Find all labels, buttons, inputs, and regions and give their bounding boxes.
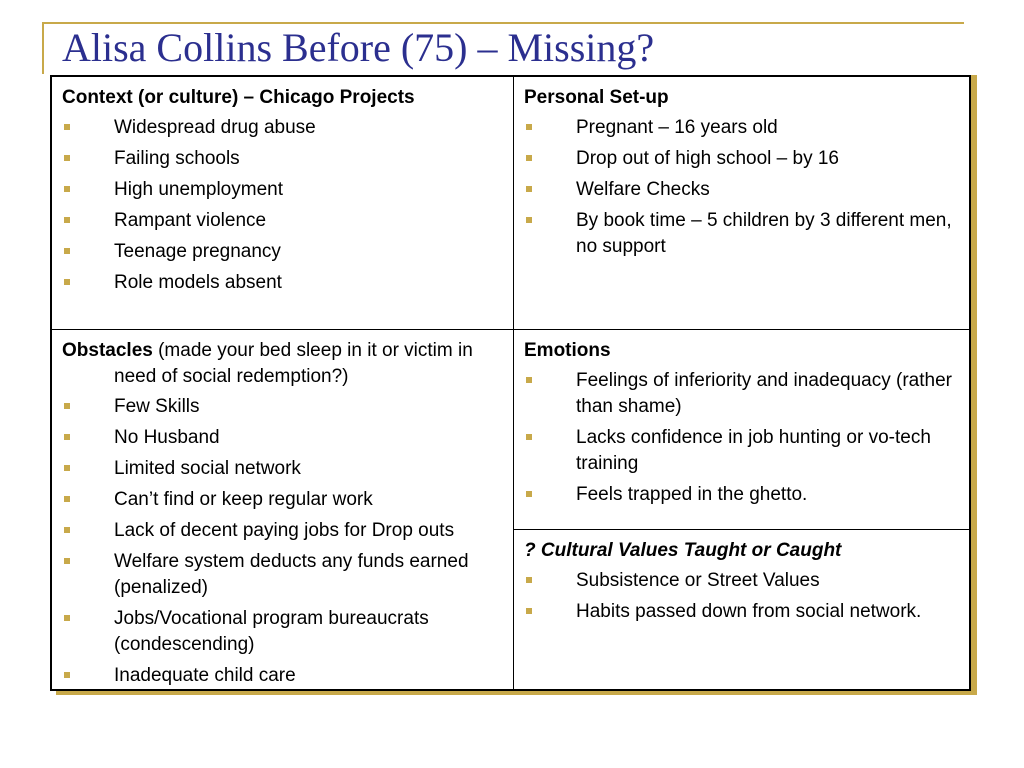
bullet-text: Few Skills [114,396,200,417]
square-bullet-icon [526,434,532,440]
bullet-list [524,568,959,625]
bullet-text: Pregnant – 16 years old [576,117,778,138]
cell-heading [62,338,503,390]
cell-heading-note: (made your bed sleep in it or victim in need of social redemption?) [114,340,473,387]
bullet-text: Widespread drug abuse [114,117,316,138]
bullet-item [524,599,959,625]
square-bullet-icon [526,377,532,383]
bullet-item [62,549,503,601]
cell-context [52,77,513,329]
square-bullet-icon [526,577,532,583]
square-bullet-icon [64,615,70,621]
bullet-text: Rampant violence [114,210,267,231]
square-bullet-icon [64,527,70,533]
content-table [50,75,971,691]
cell-heading-bold: Obstacles [62,340,153,361]
bullet-text: Drop out of high school – by 16 [576,148,840,169]
bullet-item [62,456,503,482]
square-bullet-icon [526,217,532,223]
bullet-item [62,146,503,172]
bullet-item [62,177,503,203]
bullet-item [62,239,503,265]
bullet-item [62,487,503,513]
bullet-item [524,208,959,260]
bullet-item [62,518,503,544]
bullet-text: Inadequate child care [114,665,296,686]
bullet-item [62,663,503,689]
square-bullet-icon [526,155,532,161]
cell-heading: Emotions [524,340,611,361]
square-bullet-icon [64,155,70,161]
bullet-text: Role models absent [114,272,282,293]
square-bullet-icon [526,186,532,192]
bullet-item [62,270,503,296]
square-bullet-icon [64,558,70,564]
bullet-text: Can’t find or keep regular work [114,489,373,510]
bullet-text: High unemployment [114,179,283,200]
square-bullet-icon [64,248,70,254]
bullet-text: Welfare Checks [576,179,710,200]
bullet-item [524,368,959,420]
square-bullet-icon [64,279,70,285]
bullet-item [524,568,959,594]
square-bullet-icon [64,124,70,130]
square-bullet-icon [64,217,70,223]
bullet-list [524,115,959,260]
bullet-item [62,208,503,234]
bullet-item [524,482,959,508]
bullet-text: Welfare system deducts any funds earned (penalized) [114,551,469,598]
bullet-text: Lack of decent paying jobs for Drop outs [114,520,455,541]
cell-obstacles [52,330,513,689]
square-bullet-icon [64,434,70,440]
bullet-item [524,425,959,477]
bullet-text: No Husband [114,427,220,448]
bullet-text: Subsistence or Street Values [576,570,820,591]
bullet-item [62,394,503,420]
bullet-list [62,115,503,296]
bullet-text: Limited social network [114,458,301,479]
title-accent-bar [42,22,44,74]
bullet-text: Habits passed down from social network. [576,601,922,622]
bullet-list [62,394,503,689]
bullet-item [62,115,503,141]
bullet-text: Lacks confidence in job hunting or vo-tech training [576,427,931,474]
bullet-text: Feels trapped in the ghetto. [576,484,808,505]
square-bullet-icon [64,496,70,502]
bullet-item [524,115,959,141]
square-bullet-icon [526,608,532,614]
square-bullet-icon [526,124,532,130]
bullet-text: Teenage pregnancy [114,241,281,262]
cell-heading: Context (or culture) – Chicago Projects [62,87,415,108]
slide-title: Alisa Collins Before (75) – Missing? [62,25,655,70]
cell-personal-setup [514,77,969,329]
square-bullet-icon [64,465,70,471]
cell-heading: Personal Set-up [524,87,669,108]
bullet-list [524,368,959,508]
square-bullet-icon [64,186,70,192]
bullet-item [62,606,503,658]
bullet-item [524,146,959,172]
bullet-text: By book time – 5 children by 3 different men, no support [576,210,952,257]
bullet-text: Jobs/Vocational program bureaucrats (condescending) [114,608,429,655]
bullet-text: Failing schools [114,148,240,169]
cell-cultural-values [514,530,969,689]
cell-emotions [514,330,969,529]
square-bullet-icon [64,403,70,409]
bullet-item [62,425,503,451]
bullet-item [524,177,959,203]
cell-heading: ? Cultural Values Taught or Caught [524,540,842,561]
bullet-text: Feelings of inferiority and inadequacy (rather than shame) [576,370,952,417]
square-bullet-icon [526,491,532,497]
square-bullet-icon [64,672,70,678]
